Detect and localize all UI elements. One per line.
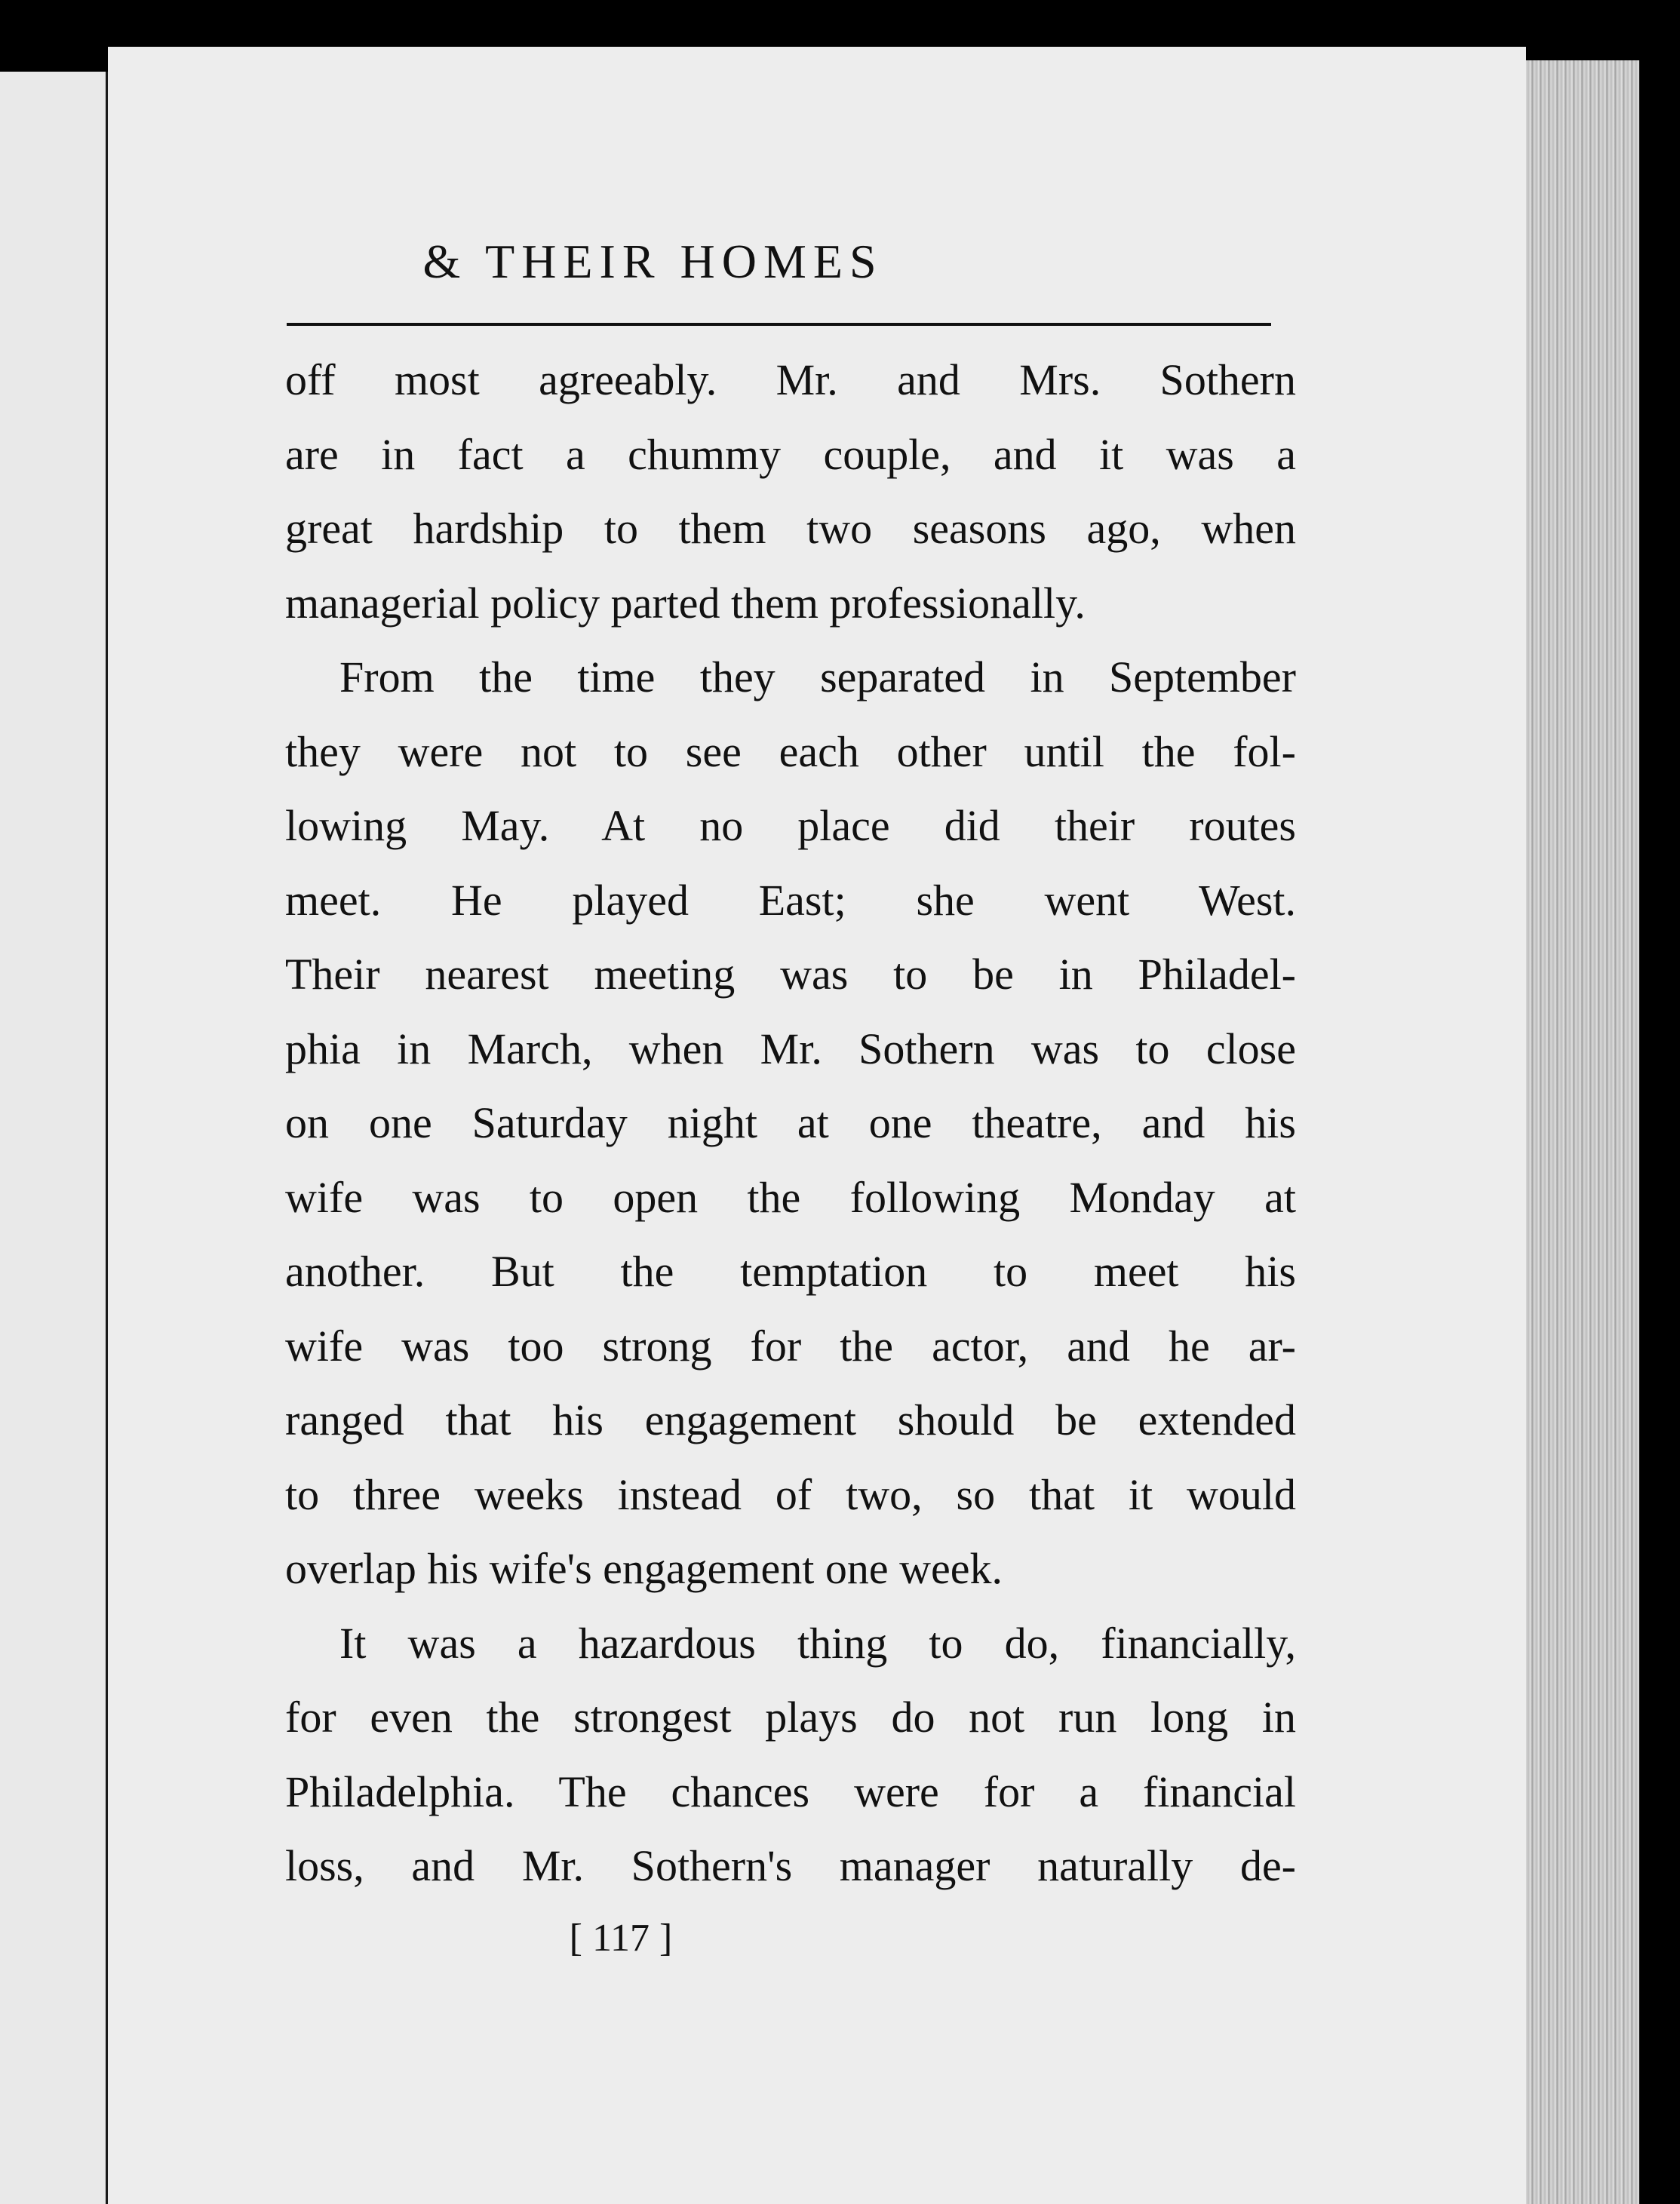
text-line: ranged that his engagement should be extended <box>285 1395 1296 1444</box>
text-line: meet. He played East; she went West. <box>285 875 1296 925</box>
text-line: overlap his wife's engagement one week. <box>285 1544 1003 1593</box>
text-line: Their nearest meeting was to be in Philadel- <box>285 950 1296 999</box>
header-rule <box>287 323 1271 326</box>
page-stack-edges <box>1526 60 1639 2204</box>
text-line: they were not to see each other until the fol- <box>285 726 1296 776</box>
body-text <box>285 343 1296 1904</box>
text-line: another. But the temptation to meet his <box>285 1247 1296 1296</box>
text-line: on one Saturday night at one theatre, and his <box>285 1098 1296 1147</box>
text-line: off most agreeably. Mr. and Mrs. Sothern <box>285 355 1296 404</box>
text-line: Philadelphia. The chances were for a financial <box>285 1767 1296 1816</box>
text-line: wife was to open the following Monday at <box>285 1172 1296 1222</box>
text-line: managerial policy parted them professionally. <box>285 578 1086 628</box>
text-line: to three weeks instead of two, so that it would <box>285 1469 1296 1519</box>
text-line: for even the strongest plays do not run long in <box>285 1693 1296 1742</box>
text-line: great hardship to them two seasons ago, when <box>285 504 1296 553</box>
facing-page-edge <box>0 72 108 2204</box>
page-number: [ 117 ] <box>569 1917 673 1960</box>
text-line: wife was too strong for the actor, and he ar- <box>285 1321 1296 1371</box>
text-line: It was a hazardous thing to do, financially, <box>339 1618 1296 1668</box>
text-line: From the time they separated in September <box>339 652 1296 701</box>
text-line: loss, and Mr. Sothern's manager naturally de- <box>285 1841 1296 1890</box>
running-head: & THEIR HOMES <box>422 235 883 288</box>
text-line: phia in March, when Mr. Sothern was to close <box>285 1024 1296 1073</box>
text-line: lowing May. At no place did their routes <box>285 801 1296 850</box>
text-line: are in fact a chummy couple, and it was a <box>285 429 1296 479</box>
